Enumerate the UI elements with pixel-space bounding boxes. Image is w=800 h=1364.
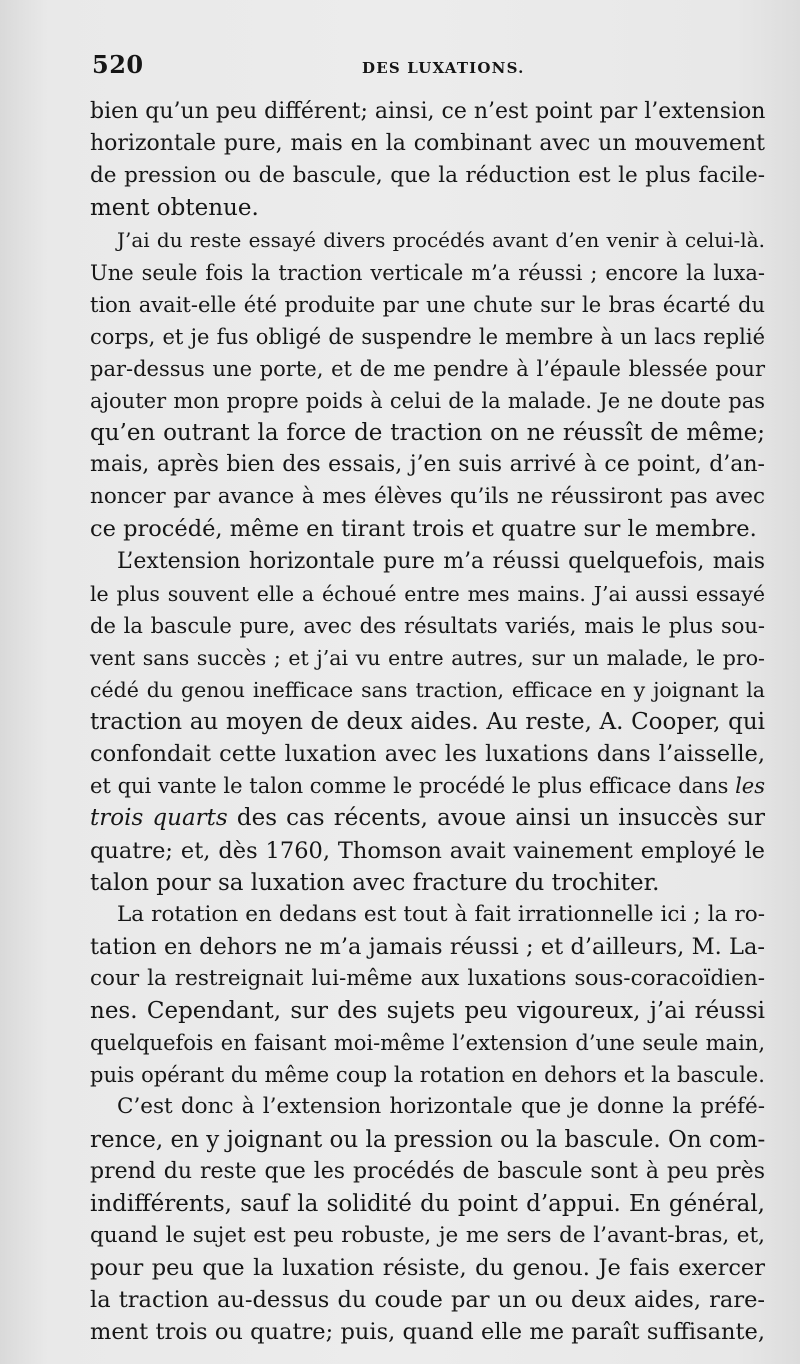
text-line: J’ai du reste essayé divers procédés avant d’en venir à celui-là.: [117, 228, 765, 253]
text-line: par-dessus une porte, et de me pendre à l’épaule blessée pour: [90, 356, 765, 381]
text-line: quand le sujet est peu robuste, je me sers de l’avant-bras, et,: [90, 1222, 765, 1248]
text-line: de la bascule pure, avec des résultats variés, mais le plus sou-: [90, 613, 765, 638]
text-line: Une seule fois la traction verticale m’a réussi ; encore la luxa-: [90, 260, 765, 285]
text-line: qu’en outrant la force de traction on ne réussît de même;: [90, 420, 765, 447]
text-line: prend du reste que les procédés de bascule sont à peu près: [90, 1158, 765, 1184]
text-line: pour peu que la luxation résiste, du genou. Je fais exercer: [90, 1254, 765, 1281]
text-line: La rotation en dedans est tout à fait irrationnelle ici ; la ro-: [117, 901, 765, 927]
text-line: cour la restreignait lui-même aux luxations sous-coracoïdien-: [90, 965, 765, 991]
text-line: horizontale pure, mais en la combinant avec un mouvement: [90, 131, 765, 157]
text-line: ment obtenue.: [90, 195, 259, 222]
text-line: confondait cette luxation avec les luxations dans l’aisselle,: [90, 741, 765, 768]
emphasis-text: les: [735, 774, 765, 799]
text-line: mais, après bien des essais, j’en suis arrivé à ce point, d’an-: [90, 452, 765, 478]
text-line: L’extension horizontale pure m’a réussi quelquefois, mais: [117, 548, 765, 574]
text-line: ment trois ou quatre; puis, quand elle me paraît suffisante,: [90, 1319, 765, 1346]
text-segment: des cas récents, avoue ainsi un insuccès sur: [236, 805, 766, 832]
page-header: [90, 50, 760, 90]
text-line: tion avait-elle été produite par une chute sur le bras écarté du: [90, 292, 765, 317]
text-line: noncer par avance à mes élèves qu’ils ne réussiront pas avec: [90, 484, 765, 510]
text-segment: et qui vante le talon comme le procédé le plus efficace dans: [90, 774, 729, 799]
text-line: vent sans succès ; et j’ai vu entre autres, sur un malade, le pro-: [90, 645, 765, 670]
text-line: la traction au-dessus du coude par un ou deux aides, rare-: [90, 1287, 765, 1314]
text-line: nes. Cependant, sur des sujets peu vigoureux, j’ai réussi: [90, 998, 765, 1025]
text-line: tation en dehors ne m’a jamais réussi ; et d’ailleurs, M. La-: [90, 933, 765, 960]
text-line: de pression ou de bascule, que la réduction est le plus facile-: [90, 163, 765, 189]
text-line: ce procédé, même en tirant trois et quatre sur le membre.: [90, 516, 757, 543]
text-line: traction au moyen de deux aides. Au reste, A. Cooper, qui: [90, 709, 765, 736]
text-line: le plus souvent elle a échoué entre mes mains. J’ai aussi essayé: [90, 581, 765, 606]
text-line: [90, 770, 765, 802]
text-line: indifférents, sauf la solidité du point d’appui. En général,: [90, 1190, 765, 1217]
text-line: rence, en y joignant ou la pression ou la bascule. On com-: [90, 1126, 766, 1153]
emphasis-text: trois quarts: [90, 805, 228, 832]
text-line: ajouter mon propre poids à celui de la malade. Je ne doute pas: [90, 388, 765, 413]
text-line: C’est donc à l’extension horizontale que je donne la préfé-: [117, 1094, 765, 1120]
body-text: [90, 96, 765, 1348]
text-line: corps, et je fus obligé de suspendre le membre à un lacs replié: [90, 324, 765, 349]
text-line: talon pour sa luxation avec fracture du trochiter.: [90, 869, 660, 896]
page-number: 520: [92, 50, 144, 79]
text-line: quatre; et, dès 1760, Thomson avait vainement employé le: [90, 837, 765, 864]
text-line: puis opérant du même coup la rotation en dehors et la bascule.: [90, 1063, 765, 1088]
running-head: DES LUXATIONS.: [362, 59, 525, 77]
text-line: bien qu’un peu différent; ainsi, ce n’est point par l’extension: [90, 99, 766, 124]
text-line: [90, 802, 765, 834]
text-line: cédé du genou inefficace sans traction, efficace en y joignant la: [90, 677, 765, 702]
text-line: quelquefois en faisant moi-même l’extension d’une seule main,: [90, 1031, 765, 1056]
